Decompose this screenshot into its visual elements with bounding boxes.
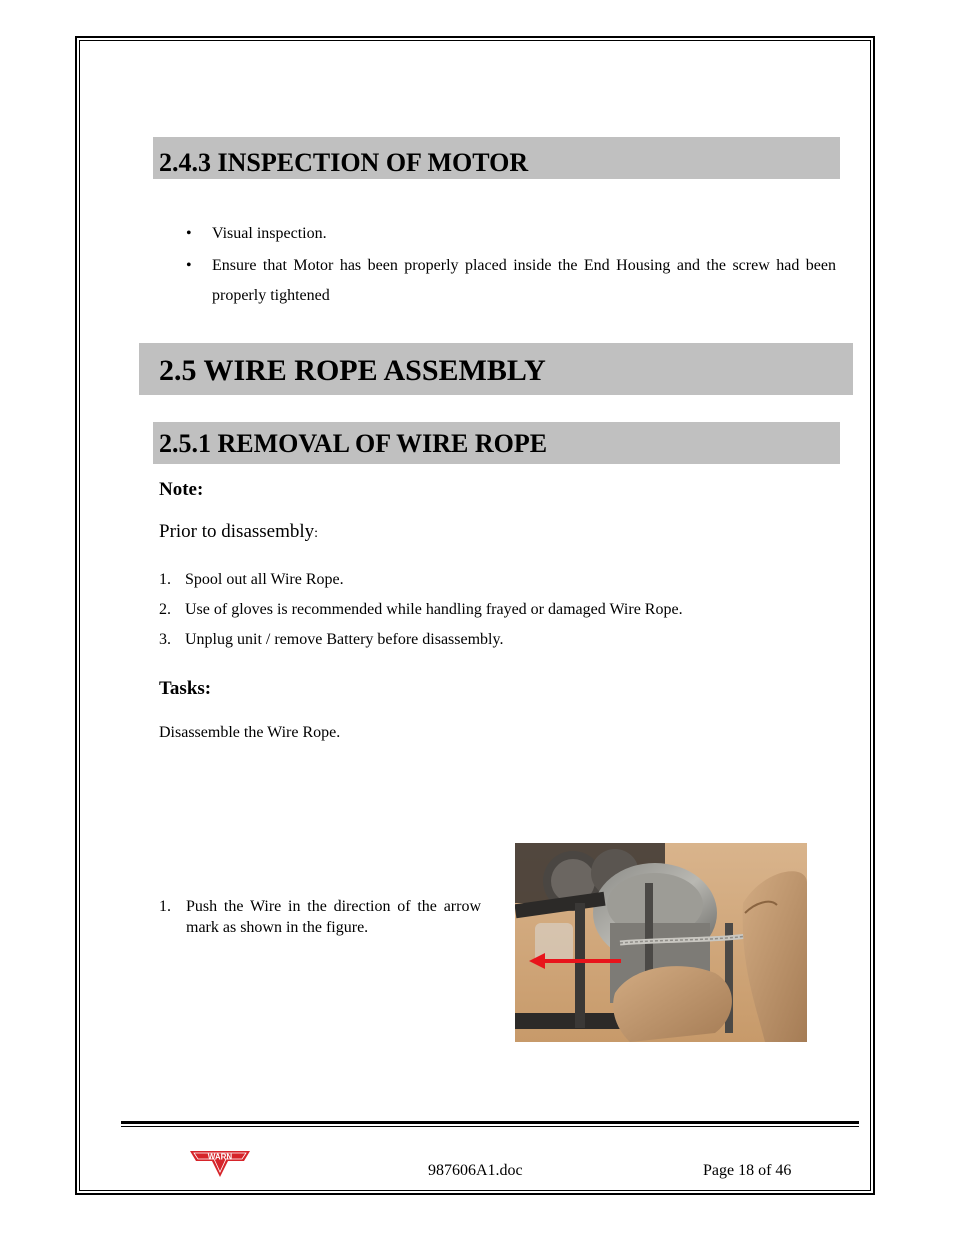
bullet-text: Ensure that Motor has been properly placed inside the End Housing and the screw had been properly tightened (212, 257, 836, 304)
prior-to-disassembly (159, 521, 318, 543)
bullet-item (186, 219, 836, 249)
step-number: 3. (159, 631, 171, 648)
tasks-text: Disassemble the Wire Rope. (159, 724, 341, 741)
footer-doc-name: 987606A1.doc (428, 1162, 523, 1179)
prereq-step-list (159, 565, 683, 655)
winch-wire-rope-photo (515, 843, 807, 1042)
note-label: Note: (159, 479, 204, 500)
procedure-step (159, 896, 481, 938)
section-2-4-3-title: 2.4.3 INSPECTION OF MOTOR (159, 148, 529, 177)
procedure-step-number: 1. (159, 898, 171, 915)
step-text: Spool out all Wire Rope. (185, 571, 344, 588)
section-2-5-title: 2.5 WIRE ROPE ASSEMBLY (159, 354, 546, 387)
step-number: 2. (159, 601, 171, 618)
section-2-5-heading (139, 343, 853, 395)
bullet-text: Visual inspection. (212, 225, 327, 242)
inspection-bullet-list (186, 219, 836, 311)
section-2-4-3-heading (153, 137, 840, 179)
tasks-label: Tasks: (159, 678, 212, 699)
footer-rule-thin (121, 1126, 859, 1127)
bullet-item (186, 251, 836, 311)
step-text: Unplug unit / remove Battery before disassembly. (185, 631, 504, 648)
section-2-5-1-title: 2.5.1 REMOVAL OF WIRE ROPE (159, 429, 548, 458)
list-item (159, 565, 683, 595)
procedure-step-text: Push the Wire in the direction of the arrow mark as shown in the figure. (186, 898, 481, 936)
logo-text: WARN (207, 1152, 233, 1162)
step-text: Use of gloves is recommended while handling frayed or damaged Wire Rope. (185, 601, 683, 618)
prior-colon: : (314, 526, 319, 541)
prior-text: Prior to disassembly (159, 521, 315, 542)
footer-page-number: Page 18 of 46 (703, 1162, 792, 1179)
footer-rule-thick (121, 1121, 859, 1124)
bullet-icon: • (186, 257, 192, 274)
section-2-5-1-heading (153, 422, 840, 464)
list-item (159, 595, 683, 625)
list-item (159, 625, 683, 655)
warn-logo (188, 1149, 252, 1179)
step-number: 1. (159, 571, 171, 588)
bullet-icon: • (186, 225, 192, 242)
